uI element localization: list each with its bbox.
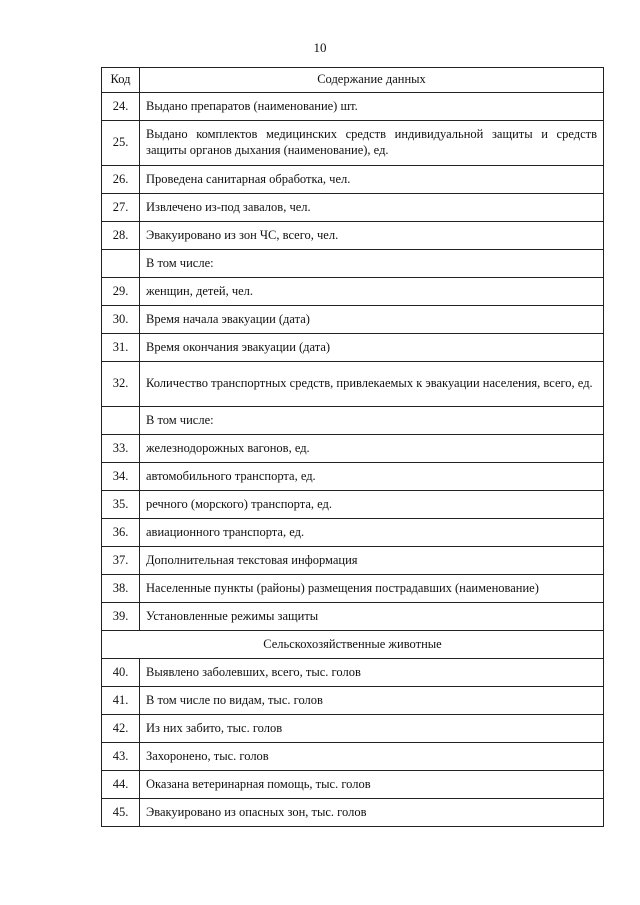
- table-header-row: [102, 68, 604, 93]
- table-row: [102, 194, 604, 222]
- table-row: [102, 435, 604, 463]
- table-row: [102, 687, 604, 715]
- row-code: [102, 250, 140, 278]
- row-code: [102, 407, 140, 435]
- table-row: [102, 547, 604, 575]
- row-description: Населенные пункты (районы) размещения пострадавших (наименование): [140, 575, 604, 603]
- row-code: 38.: [102, 575, 140, 603]
- table-row: [102, 799, 604, 827]
- table-row: [102, 603, 604, 631]
- table-row: [102, 659, 604, 687]
- table-row: [102, 278, 604, 306]
- section-title: Сельскохозяйственные животные: [102, 631, 604, 659]
- table-row: [102, 93, 604, 121]
- row-code: 26.: [102, 166, 140, 194]
- row-description: Проведена санитарная обработка, чел.: [140, 166, 604, 194]
- row-description: Установленные режимы защиты: [140, 603, 604, 631]
- table-row: [102, 715, 604, 743]
- row-code: 45.: [102, 799, 140, 827]
- row-description: Извлечено из-под завалов, чел.: [140, 194, 604, 222]
- row-description: Время окончания эвакуации (дата): [140, 334, 604, 362]
- row-code: 33.: [102, 435, 140, 463]
- header-code: Код: [102, 68, 140, 93]
- row-description: Эвакуировано из опасных зон, тыс. голов: [140, 799, 604, 827]
- row-description: авиационного транспорта, ед.: [140, 519, 604, 547]
- table-row: [102, 575, 604, 603]
- row-code: 44.: [102, 771, 140, 799]
- header-content: Содержание данных: [140, 68, 604, 93]
- row-description: речного (морского) транспорта, ед.: [140, 491, 604, 519]
- row-description: Выдано комплектов медицинских средств индивидуальной защиты и средств защиты органов дыхания (наименование), ед.: [140, 121, 604, 166]
- row-code: 30.: [102, 306, 140, 334]
- row-code: 39.: [102, 603, 140, 631]
- row-description: железнодорожных вагонов, ед.: [140, 435, 604, 463]
- row-description: Из них забито, тыс. голов: [140, 715, 604, 743]
- row-code: 34.: [102, 463, 140, 491]
- row-description: Время начала эвакуации (дата): [140, 306, 604, 334]
- table-row: [102, 362, 604, 407]
- row-description: Оказана ветеринарная помощь, тыс. голов: [140, 771, 604, 799]
- data-table: [101, 67, 604, 827]
- row-code: 40.: [102, 659, 140, 687]
- table-row: [102, 306, 604, 334]
- row-description: В том числе:: [140, 250, 604, 278]
- table-section-row: [102, 631, 604, 659]
- row-description: Выдано препаратов (наименование) шт.: [140, 93, 604, 121]
- row-description: Количество транспортных средств, привлекаемых к эвакуации населения, всего, ед.: [140, 362, 604, 407]
- table-row: [102, 166, 604, 194]
- table-row: [102, 407, 604, 435]
- row-code: 42.: [102, 715, 140, 743]
- page-number: 10: [313, 40, 327, 55]
- table-row: [102, 491, 604, 519]
- table-row: [102, 519, 604, 547]
- row-code: 27.: [102, 194, 140, 222]
- table-row: [102, 771, 604, 799]
- row-code: 32.: [102, 362, 140, 407]
- row-code: 29.: [102, 278, 140, 306]
- row-code: 28.: [102, 222, 140, 250]
- table-body: [102, 93, 604, 827]
- row-description: женщин, детей, чел.: [140, 278, 604, 306]
- row-code: 25.: [102, 121, 140, 166]
- row-code: 36.: [102, 519, 140, 547]
- table-row: [102, 463, 604, 491]
- row-description: Выявлено заболевших, всего, тыс. голов: [140, 659, 604, 687]
- table-row: [102, 334, 604, 362]
- row-description: Захоронено, тыс. голов: [140, 743, 604, 771]
- row-description: В том числе по видам, тыс. голов: [140, 687, 604, 715]
- row-code: 37.: [102, 547, 140, 575]
- table-row: [102, 250, 604, 278]
- row-code: 31.: [102, 334, 140, 362]
- row-code: 24.: [102, 93, 140, 121]
- row-code: 35.: [102, 491, 140, 519]
- row-description: В том числе:: [140, 407, 604, 435]
- table-row: [102, 222, 604, 250]
- row-description: Эвакуировано из зон ЧС, всего, чел.: [140, 222, 604, 250]
- table-row: [102, 743, 604, 771]
- row-description: автомобильного транспорта, ед.: [140, 463, 604, 491]
- row-code: 41.: [102, 687, 140, 715]
- row-description: Дополнительная текстовая информация: [140, 547, 604, 575]
- table-row: [102, 121, 604, 166]
- row-code: 43.: [102, 743, 140, 771]
